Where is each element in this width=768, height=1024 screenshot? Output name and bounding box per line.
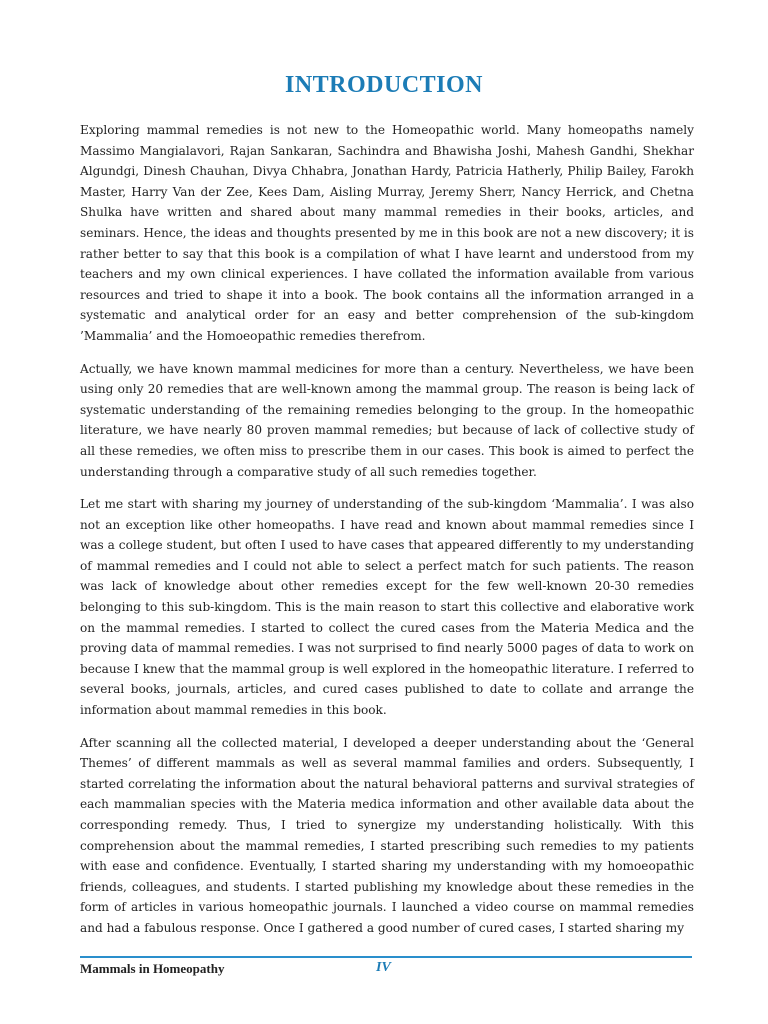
footer-page-number: IV (376, 960, 391, 975)
page-title: INTRODUCTION (284, 72, 484, 98)
body-text (80, 120, 694, 951)
paragraph-2: Actually, we have known mammal medicines for more than a century. Nevertheless, we have been using only 20 remedies that are well-known among the mammal group. The reason is being lack of systematic understanding of the remaining remedies belonging to the group. In the homeopathic literature, we have nearly 80 proven mammal remedies; but because of lack of collective study of all these remedies, we often miss to prescribe them in our cases. This book is aimed to perfect the understanding through a comparative study of all such remedies together. (80, 361, 694, 479)
paragraph-3: Let me start with sharing my journey of understanding of the sub-kingdom ‘Mammalia’. I was also not an exception like other homeopaths. I have read and known about mammal remedies since I was a college student, but often I used to have cases that appeared differently to my understanding of mammal remedies and I could not able to select a perfect match for such patients. The reason was lack of knowledge about other remedies except for the few well-known 20-30 remedies belonging to this sub-kingdom. This is the main reason to start this collective and elaborative work on the mammal remedies. I started to collect the cured cases from the Materia Medica and the proving data of mammal remedies. I was not surprised to find nearly 5000 pages of data to work on because I knew that the mammal group is well explored in the homeopathic literature. I referred to several books, journals, articles, and cured cases published to date to collate and arrange the information about mammal remedies in this book. (80, 497, 694, 718)
paragraph-4: After scanning all the collected material, I developed a deeper understanding about the ‘General Themes’ of different mammals as well as several mammal families and orders. Subsequently, I started correlating the information about the natural behavioral patterns and survival strategies of each mammalian species with the Materia medica information and other available data about the corresponding remedy. Thus, I tried to synergize my understanding holistically. With this comprehension about the mammal remedies, I started prescribing such remedies to my patients with ease and confidence. Eventually, I started sharing my understanding with my homoeopathic friends, colleagues, and students. I started publishing my knowledge about these remedies in the form of articles in various homeopathic journals. I launched a video course on mammal remedies and had a fabulous response. Once I gathered a good number of cured cases, I started sharing my (80, 735, 694, 935)
paragraph-1: Exploring mammal remedies is not new to the Homeopathic world. Many homeopaths namely Massimo Mangialavori, Rajan Sankaran, Sachindra and Bhawisha Joshi, Mahesh Gandhi, Shekhar Algundgi, Dinesh Chauhan, Divya Chhabra, Jonathan Hardy, Patricia Hatherly, Philip Bailey, Farokh Master, Harry Van der Zee, Kees Dam, Aisling Murray, Jeremy Sherr, Nancy Herrick, and Chetna Shulka have written and shared about many mammal remedies in their books, articles, and seminars. Hence, the ideas and thoughts presented by me in this book are not a new discovery; it is rather better to say that this book is a compilation of what I have learnt and understood from my teachers and my own clinical experiences. I have collated the information available from various resources and tried to shape it into a book. The book contains all the information arranged in a systematic and analytical order for an easy and better comprehension of the sub-kingdom ’Mammalia’ and the Homoeopathic remedies therefrom. (80, 123, 694, 343)
footer-divider (80, 956, 692, 958)
footer-book-title: Mammals in Homeopathy (80, 961, 225, 976)
